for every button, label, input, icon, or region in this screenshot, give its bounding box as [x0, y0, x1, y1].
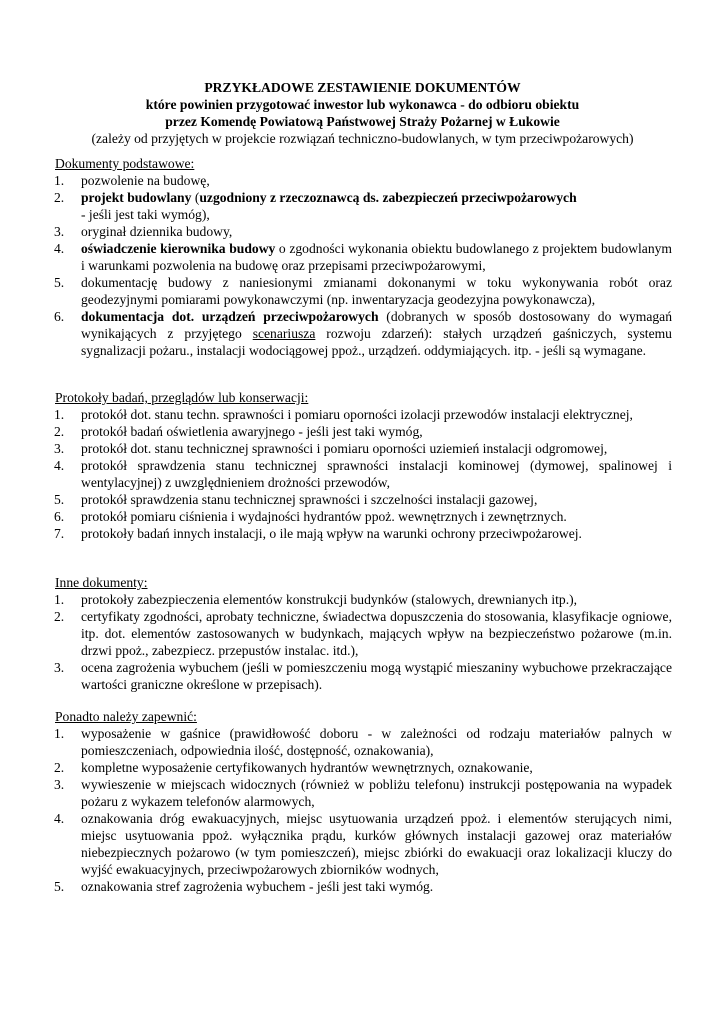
- list-item: 5. oznakowania stref zagrożenia wybuchem - jeśli jest taki wymóg.: [54, 879, 434, 894]
- document-header: [40, 79, 685, 147]
- list-item: 3. ocena zagrożenia wybuchem (jeśli w pomieszczeniu mogą wystąpić mieszaniny wybuchowe przekraczające wartości graniczne określone w przepisach).: [54, 660, 672, 692]
- list-item: 1. pozwolenie na budowę,: [54, 173, 210, 188]
- section-ensure: [55, 708, 672, 895]
- list-item: 4. oznakowania dróg ewakuacyjnych, miejsc usytuowania urządzeń ppoż. i elementów sterujących nimi, miejsc usytuowania ppoż. wyłącznika prądu, kurków głównych instalacji gazowej oraz materiałów niebezpiecznych pożarowo (w tym pomieszczeń), miejsc zbiórki do ewakuacji oraz lokalizacji kluczy do wyjść ewakuacyjnych, przeciwpożarowych zbiorników wodnych,: [54, 811, 672, 877]
- list-item: 2. protokół badań oświetlenia awaryjnego - jeśli jest taki wymóg,: [54, 424, 423, 439]
- list-item: 2. projekt budowlany (uzgodniony z rzeczoznawcą ds. zabezpieczeń przeciwpożarowych - jeśli jest taki wymóg),: [54, 190, 577, 222]
- document-note: (zależy od przyjętych w projekcie rozwiązań techniczno-budowlanych, w tym przeciwpożarowych): [91, 131, 634, 146]
- section-title: Dokumenty podstawowe:: [55, 156, 195, 171]
- list-item: 6. dokumentacja dot. urządzeń przeciwpożarowych (dobranych w sposób dostosowany do wymagań wynikających z przyjętego scenariusza rozwoju zdarzeń): stałych urządzeń gaśniczych, systemu sygnalizacji pożaru., instalacji wodociągowej ppoż., urządzeń. oddymiających. itp. - jeśli są wymagane.: [54, 309, 673, 358]
- list-item: 3. wywieszenie w miejscach widocznych (również w pobliżu telefonu) instrukcji postępowania na wypadek pożaru z wykazem telefonów alarmowych,: [54, 777, 672, 809]
- list-item: 2. kompletne wyposażenie certyfikowanych hydrantów wewnętrznych, oznakowanie,: [54, 760, 533, 775]
- list-item: 1. wyposażenie w gaśnice (prawidłowość doboru - w zależności od rodzaju materiałów palnych w pomieszczeniach, odpowiednia ilość, dostępność, oznakowania),: [54, 726, 672, 758]
- list-item: 6. protokół pomiaru ciśnienia i wydajności hydrantów ppoż. wewnętrznych i zewnętrznych.: [54, 509, 567, 524]
- list-item: 5. dokumentację budowy z naniesionymi zmianami dokonanymi w toku wykonywania robót oraz geodezyjnymi pomiarami powykonawczymi (np. inwentaryzacja geodezyjna powykonawcza),: [54, 275, 672, 307]
- list-item: 3. oryginał dziennika budowy,: [54, 224, 233, 239]
- list-item: 2. certyfikaty zgodności, aprobaty techniczne, świadectwa dopuszczenia do stosowania, klasyfikacje ogniowe, itp. dot. elementów zastosowanych w budynkach, mających wpływ na bezpieczeństwo pożarowe (m.in. drzwi ppoż., zabezpiecz. przepustów instalac. itd.),: [54, 609, 672, 658]
- list-item: 4. oświadczenie kierownika budowy o zgodności wykonania obiektu budowlanego z projektem budowlanym i warunkami pozwolenia na budowę oraz przepisami przeciwpożarowymi,: [54, 241, 672, 273]
- list-item: 1. protokół dot. stanu techn. sprawności i pomiaru oporności izolacji przewodów instalacji elektrycznej,: [54, 407, 633, 422]
- section-title: Protokoły badań, przeglądów lub konserwacji:: [55, 390, 309, 405]
- document-authority: przez Komendę Powiatową Państwowej Straży Pożarnej w Łukowie: [165, 114, 560, 129]
- section-basic-documents: [55, 155, 672, 359]
- list-item: 3. protokół dot. stanu technicznej sprawności i pomiaru oporności uziemień instalacji odgromowej,: [54, 441, 608, 456]
- document-title: PRZYKŁADOWE ZESTAWIENIE DOKUMENTÓW: [204, 80, 521, 95]
- list-item: 7. protokoły badań innych instalacji, o ile mają wpływ na warunki ochrony przeciwpożarowej.: [54, 526, 582, 541]
- section-protocols: [55, 389, 672, 542]
- list-item: 4. protokół sprawdzenia stanu technicznej sprawności instalacji kominowej (dymowej, spalinowej i wentylacyjnej) z uwzględnieniem drożności przewodów,: [54, 458, 672, 490]
- list-item: 5. protokół sprawdzenia stanu technicznej sprawności i szczelności instalacji gazowej,: [54, 492, 538, 507]
- section-title: Ponadto należy zapewnić:: [55, 709, 197, 724]
- list-item: 1. protokoły zabezpieczenia elementów konstrukcji budynków (stalowych, drewnianych itp.),: [54, 592, 578, 607]
- section-other-documents: [55, 574, 672, 693]
- section-title: Inne dokumenty:: [55, 575, 148, 590]
- document-subtitle: które powinien przygotować inwestor lub wykonawca - do odbioru obiektu: [145, 97, 580, 112]
